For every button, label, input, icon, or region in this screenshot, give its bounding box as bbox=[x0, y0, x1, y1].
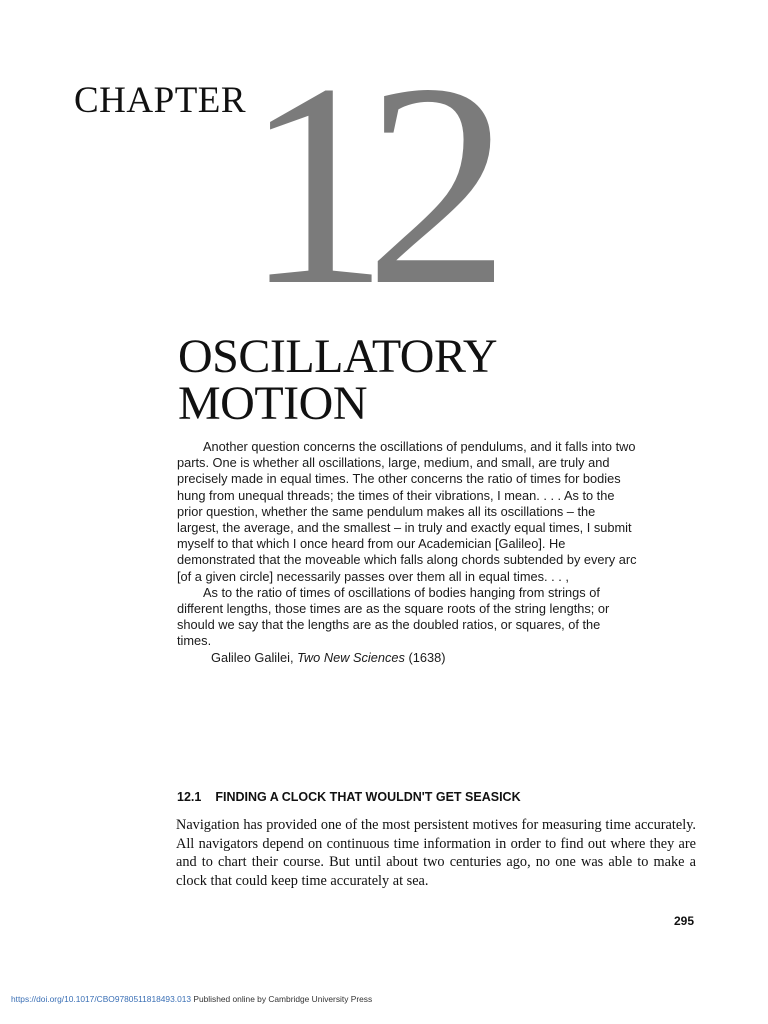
epigraph-paragraph-2: As to the ratio of times of oscillations of bodies hanging from strings of different lengths, those times are as the square roots of the string lengths; or should we say that the lengths are as the doubled ratios, or squares, of the times. bbox=[177, 584, 610, 649]
section-heading bbox=[177, 790, 521, 804]
doi-link[interactable]: https://doi.org/10.1017/CBO9780511818493.013 bbox=[11, 994, 192, 1004]
chapter-title-line-2: MOTION bbox=[178, 377, 367, 430]
publisher-note: Published online by Cambridge University Press bbox=[191, 994, 373, 1004]
chapter-label: CHAPTER bbox=[74, 80, 247, 121]
section-number: 12.1 bbox=[177, 790, 202, 804]
section-title: FINDING A CLOCK THAT WOULDN'T GET SEASICK bbox=[215, 790, 521, 804]
footer bbox=[11, 994, 372, 1004]
epigraph-paragraph-1: Another question concerns the oscillations of pendulums, and it falls into two parts. One is whether all oscillations, large, medium, and small, are truly and precisely made in equal times. The other concerns the ratio of times for bodies hung from unequal threads; the times of their vibrations, I mean. . . . As to the prior question, whether the same pendulum makes all its oscillations – the largest, the average, and the smallest – in truly and exactly equal times, I submit myself to that which I once heard from our Academician [Galileo]. He demonstrated that the moveable which falls along chords subtended by every arc [of a given circle] necessarily passes over them all in equal times. . . , bbox=[177, 439, 637, 584]
chapter-title bbox=[178, 330, 497, 430]
section-body-paragraph: Navigation has provided one of the most persistent motives for measuring time accurately. All navigators depend on continuous time information in order to find out where they are and to chart their course. But until about two centuries ago, no one was able to make a clock that could keep time accurately at sea. bbox=[176, 817, 696, 889]
epigraph-work-title: Two New Sciences bbox=[297, 649, 405, 665]
page-number: 295 bbox=[674, 914, 695, 928]
chapter-number: 12 bbox=[244, 24, 486, 345]
epigraph-year: (1638) bbox=[404, 649, 446, 665]
chapter-title-line-1: OSCILLATORY bbox=[178, 330, 497, 383]
epigraph-author: Galileo Galilei, bbox=[211, 649, 298, 665]
epigraph bbox=[177, 439, 637, 666]
epigraph-attribution bbox=[177, 650, 637, 666]
